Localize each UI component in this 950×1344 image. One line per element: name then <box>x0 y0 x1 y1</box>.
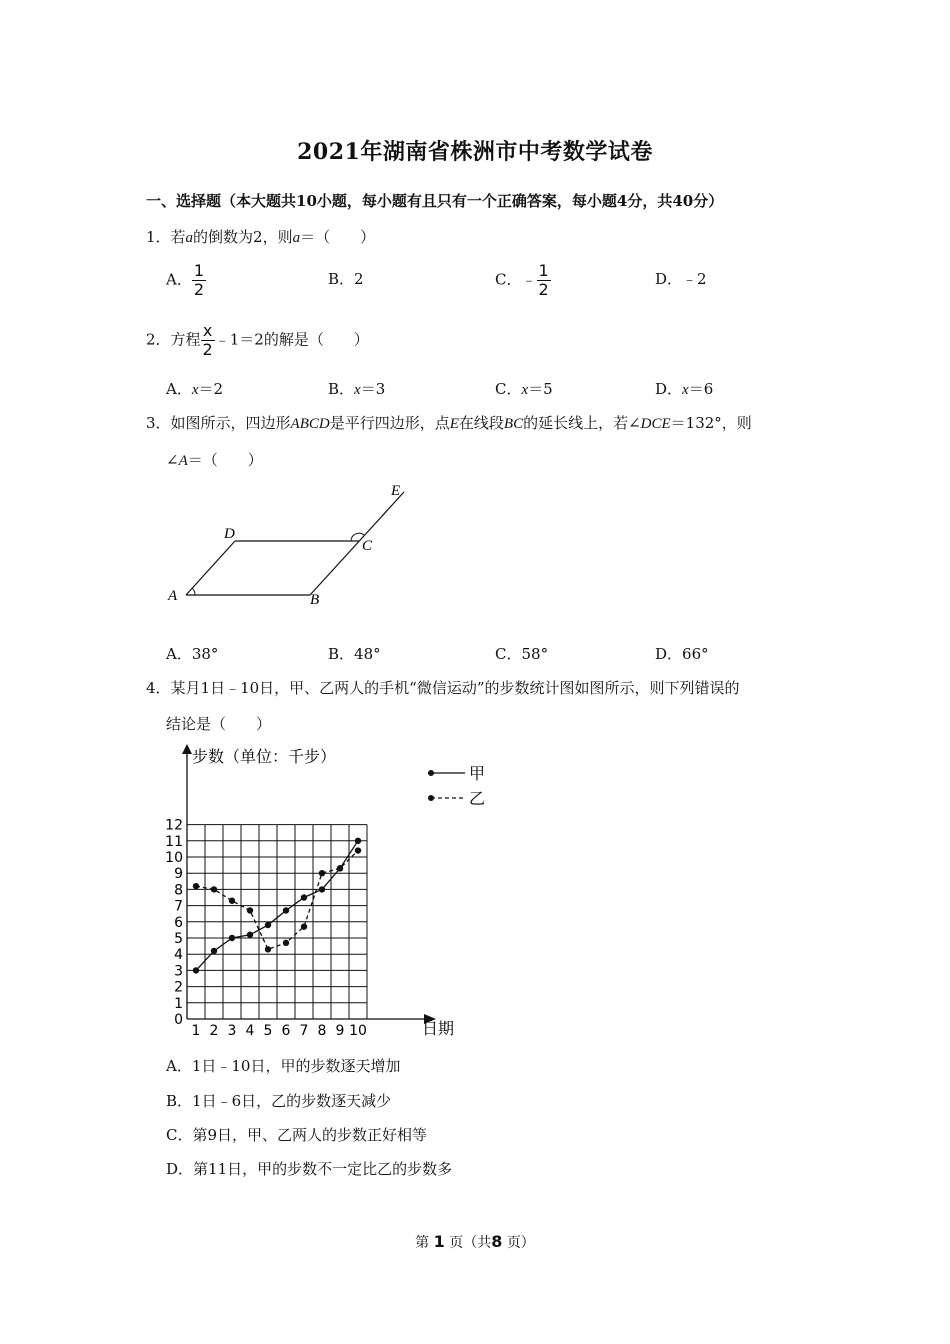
line-be <box>310 492 404 595</box>
chart-legend <box>428 764 485 808</box>
y-tick-label: 8 <box>174 882 183 899</box>
label-d: D <box>224 526 235 542</box>
question-2-stem: 2．方程 $\frac{x}{2}$ ﹣1＝2的解是（ ） <box>146 321 369 359</box>
y-tick-label: 10 <box>165 850 183 866</box>
x-tick-label: 6 <box>281 1023 291 1039</box>
data-point <box>211 886 217 892</box>
parallelogram-figure <box>160 478 420 612</box>
q4-option-d[interactable]: D．第11日，甲的步数不一定比乙的步数多 <box>166 1160 453 1178</box>
step-count-chart <box>160 740 500 1045</box>
y-tick-label: 1 <box>174 995 183 1012</box>
data-point <box>283 907 289 913</box>
question-4-stem: 4．某月1日﹣10日，甲、乙两人的手机“微信运动”的步数统计图如图所示，则下列错误的 <box>146 679 740 697</box>
data-point <box>337 865 343 871</box>
data-point <box>193 967 199 973</box>
x-tick-label: 10 <box>349 1023 367 1039</box>
y-tick-label: 12 <box>165 817 183 834</box>
data-point <box>229 898 235 904</box>
q2-option-a[interactable]: A．x＝2 <box>166 380 224 398</box>
q3-option-c[interactable]: C．58° <box>495 645 549 663</box>
angle-a-arc <box>192 588 195 595</box>
data-point <box>247 907 253 913</box>
data-point <box>283 940 289 946</box>
x-tick-label: 8 <box>317 1023 327 1039</box>
data-point <box>247 932 253 938</box>
data-point <box>301 923 307 929</box>
q2-option-d[interactable]: D．x＝6 <box>655 380 714 398</box>
label-e: E <box>391 483 401 499</box>
y-tick-label: 6 <box>174 914 183 931</box>
q1-option-d[interactable]: D．﹣2 <box>655 270 707 288</box>
q1-option-b[interactable]: B．2 <box>328 270 364 288</box>
data-point <box>229 935 235 941</box>
question-3-stem: 3．如图所示，四边形ABCD是平行四边形，点E在线段BC的延长线上，若∠DCE＝132°，则 <box>146 414 752 432</box>
legend-label: 甲 <box>469 764 486 783</box>
question-1-stem: 1．若a的倒数为2，则a＝（ ） <box>146 228 376 246</box>
y-tick-label: 7 <box>174 898 183 915</box>
q3-option-d[interactable]: D．66° <box>655 645 709 663</box>
y-tick-label: 0 <box>174 1012 183 1028</box>
page-footer: 第 1 页（共8 页） <box>415 1232 535 1251</box>
x-tick-label: 7 <box>299 1023 309 1039</box>
q4-option-c[interactable]: C．第9日，甲、乙两人的步数正好相等 <box>166 1126 428 1144</box>
data-point <box>319 886 325 892</box>
data-point <box>355 838 361 844</box>
data-point <box>301 894 307 900</box>
y-axis-arrow <box>182 744 192 754</box>
fraction: $\frac{1}{2}$ <box>193 261 205 299</box>
question-3-stem-cont: ∠A＝（ ） <box>166 451 263 469</box>
q4-option-b[interactable]: B．1日﹣6日，乙的步数逐天减少 <box>166 1092 392 1110</box>
label-c: C <box>362 538 373 554</box>
x-tick-label: 5 <box>263 1023 273 1039</box>
q3-option-a[interactable]: A．38° <box>166 645 219 663</box>
x-tick-label: 1 <box>191 1023 201 1039</box>
y-axis-label: 步数（单位：千步） <box>192 747 337 766</box>
q2-option-c[interactable]: C．x＝5 <box>495 380 553 398</box>
x-tick-label: 2 <box>209 1023 219 1039</box>
legend-label: 乙 <box>469 789 486 808</box>
y-tick-label: 4 <box>174 947 183 964</box>
y-tick-label: 9 <box>174 866 183 883</box>
label-b: B <box>310 592 320 608</box>
label-a: A <box>168 588 178 604</box>
question-4-stem-cont: 结论是（ ） <box>166 715 272 733</box>
data-point <box>193 883 199 889</box>
data-point <box>319 870 325 876</box>
data-point <box>265 922 271 928</box>
chart-axes <box>182 744 436 1024</box>
y-tick-label: 2 <box>174 979 183 996</box>
data-point <box>265 946 271 952</box>
q3-option-b[interactable]: B．48° <box>328 645 381 663</box>
q1-option-c[interactable]: C．﹣ $\frac{1}{2}$ <box>495 261 549 299</box>
section-heading: 一、选择题（本大题共10小题，每小题有且只有一个正确答案，每小题4分，共40分） <box>146 192 724 210</box>
q2-option-b[interactable]: B．x＝3 <box>328 380 386 398</box>
exam-title: 2021年湖南省株洲市中考数学试卷 <box>297 139 653 165</box>
fraction: $\frac{1}{2}$ <box>538 261 549 299</box>
chart-ticks <box>165 818 367 1039</box>
y-tick-label: 3 <box>174 963 183 980</box>
x-tick-label: 3 <box>227 1023 237 1039</box>
q1-option-a[interactable]: A． $\frac{1}{2}$ <box>166 261 205 299</box>
q4-option-a[interactable]: A．1日﹣10日，甲的步数逐天增加 <box>166 1057 401 1075</box>
x-tick-label: 9 <box>335 1023 345 1039</box>
data-point <box>355 847 361 853</box>
x-axis-label: 日期 <box>422 1019 455 1038</box>
x-tick-label: 4 <box>245 1023 255 1039</box>
y-tick-label: 5 <box>174 931 183 947</box>
fraction: $\frac{x}{2}$ <box>202 321 213 359</box>
data-point <box>211 948 217 954</box>
y-tick-label: 11 <box>165 833 183 850</box>
chart-grid <box>187 825 367 1019</box>
side-ad <box>186 541 235 595</box>
